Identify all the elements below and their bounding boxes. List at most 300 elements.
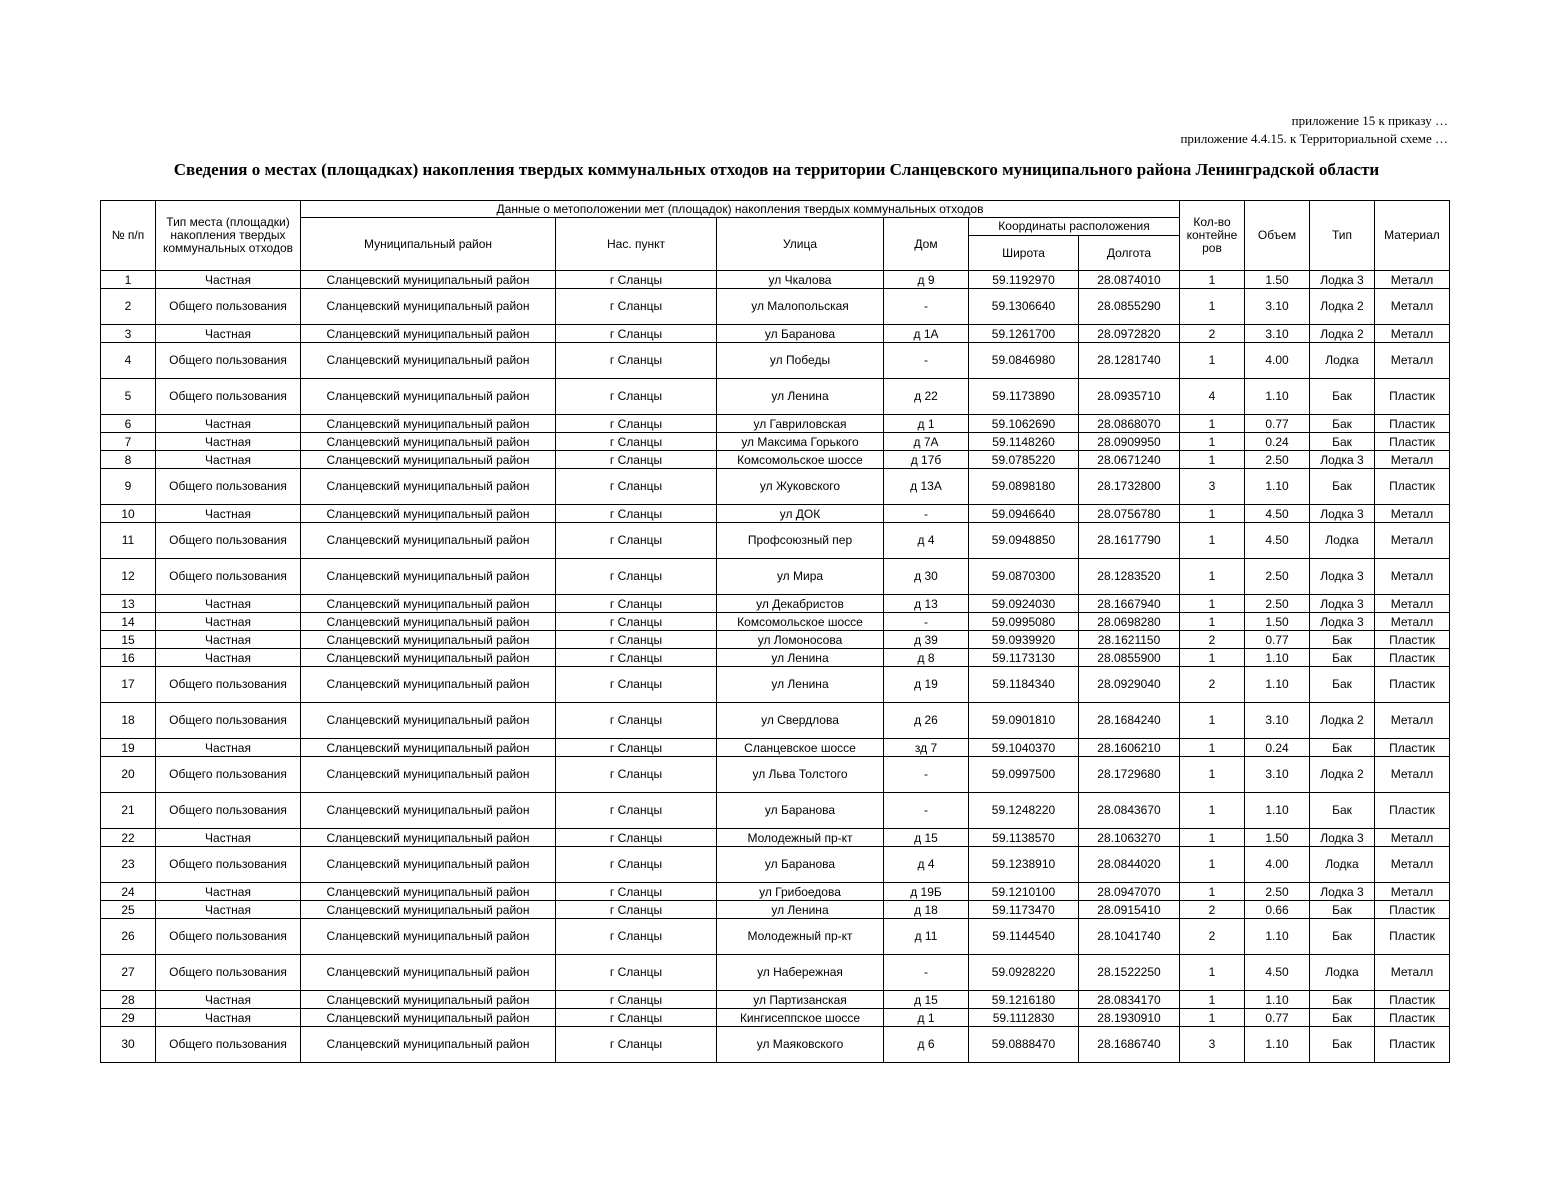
cell-street: ул Гавриловская [717, 415, 884, 433]
cell-site-type: Общего пользования [156, 523, 301, 559]
cell-volume: 1.50 [1245, 829, 1310, 847]
cell-settlement: г Сланцы [556, 901, 717, 919]
cell-district: Сланцевский муниципальный район [301, 523, 556, 559]
cell-material: Пластик [1375, 901, 1450, 919]
cell-containers: 2 [1180, 325, 1245, 343]
cell-lat: 59.0995080 [969, 613, 1079, 631]
cell-district: Сланцевский муниципальный район [301, 883, 556, 901]
cell-street: Сланцевское шоссе [717, 739, 884, 757]
cell-lon: 28.1617790 [1079, 523, 1180, 559]
header-num: № п/п [101, 201, 156, 271]
cell-num: 30 [101, 1027, 156, 1063]
cell-district: Сланцевский муниципальный район [301, 343, 556, 379]
table-row [101, 739, 1450, 757]
cell-material: Пластик [1375, 919, 1450, 955]
cell-containers: 1 [1180, 793, 1245, 829]
cell-material: Пластик [1375, 1009, 1450, 1027]
cell-volume: 0.77 [1245, 631, 1310, 649]
cell-district: Сланцевский муниципальный район [301, 955, 556, 991]
cell-street: ул Мира [717, 559, 884, 595]
cell-num: 8 [101, 451, 156, 469]
cell-type: Бак [1310, 793, 1375, 829]
cell-material: Металл [1375, 595, 1450, 613]
table-row [101, 559, 1450, 595]
cell-street: ул ДОК [717, 505, 884, 523]
cell-lat: 59.0928220 [969, 955, 1079, 991]
cell-street: Профсоюзный пер [717, 523, 884, 559]
header-volume: Объем [1245, 201, 1310, 271]
table-row [101, 595, 1450, 613]
cell-type: Лодка 3 [1310, 883, 1375, 901]
cell-settlement: г Сланцы [556, 289, 717, 325]
cell-containers: 1 [1180, 883, 1245, 901]
cell-volume: 0.24 [1245, 739, 1310, 757]
cell-num: 18 [101, 703, 156, 739]
cell-settlement: г Сланцы [556, 955, 717, 991]
cell-lon: 28.1063270 [1079, 829, 1180, 847]
cell-street: ул Ломоносова [717, 631, 884, 649]
table-row [101, 991, 1450, 1009]
cell-volume: 1.10 [1245, 469, 1310, 505]
cell-site-type: Общего пользования [156, 955, 301, 991]
cell-type: Бак [1310, 433, 1375, 451]
cell-lat: 59.1261700 [969, 325, 1079, 343]
cell-site-type: Общего пользования [156, 1027, 301, 1063]
cell-street: ул Чкалова [717, 271, 884, 289]
cell-district: Сланцевский муниципальный район [301, 631, 556, 649]
header-containers: Кол-во контейне ров [1180, 201, 1245, 271]
cell-lon: 28.0915410 [1079, 901, 1180, 919]
cell-settlement: г Сланцы [556, 343, 717, 379]
cell-num: 22 [101, 829, 156, 847]
cell-house: - [884, 955, 969, 991]
table-row [101, 703, 1450, 739]
cell-street: ул Маяковского [717, 1027, 884, 1063]
cell-lat: 59.0901810 [969, 703, 1079, 739]
cell-material: Пластик [1375, 1027, 1450, 1063]
cell-num: 27 [101, 955, 156, 991]
cell-material: Пластик [1375, 649, 1450, 667]
cell-house: д 1 [884, 415, 969, 433]
cell-lon: 28.1522250 [1079, 955, 1180, 991]
cell-site-type: Общего пользования [156, 847, 301, 883]
cell-containers: 2 [1180, 667, 1245, 703]
cell-settlement: г Сланцы [556, 559, 717, 595]
cell-volume: 1.50 [1245, 271, 1310, 289]
cell-house: д 17б [884, 451, 969, 469]
cell-containers: 3 [1180, 1027, 1245, 1063]
cell-containers: 1 [1180, 1009, 1245, 1027]
cell-lat: 59.1210100 [969, 883, 1079, 901]
cell-settlement: г Сланцы [556, 325, 717, 343]
table-row [101, 667, 1450, 703]
cell-street: ул Льва Толстого [717, 757, 884, 793]
cell-street: ул Партизанская [717, 991, 884, 1009]
cell-site-type: Частная [156, 595, 301, 613]
cell-house: д 4 [884, 523, 969, 559]
cell-volume: 1.10 [1245, 379, 1310, 415]
cell-material: Пластик [1375, 739, 1450, 757]
cell-lon: 28.1686740 [1079, 1027, 1180, 1063]
cell-material: Пластик [1375, 469, 1450, 505]
cell-site-type: Частная [156, 415, 301, 433]
cell-type: Лодка [1310, 343, 1375, 379]
table-row [101, 1009, 1450, 1027]
cell-house: д 4 [884, 847, 969, 883]
cell-material: Металл [1375, 559, 1450, 595]
cell-num: 16 [101, 649, 156, 667]
appendix-note [1180, 112, 1448, 148]
cell-district: Сланцевский муниципальный район [301, 595, 556, 613]
cell-district: Сланцевский муниципальный район [301, 667, 556, 703]
cell-volume: 2.50 [1245, 595, 1310, 613]
cell-lat: 59.1173470 [969, 901, 1079, 919]
cell-type: Лодка [1310, 523, 1375, 559]
cell-material: Металл [1375, 505, 1450, 523]
cell-street: ул Победы [717, 343, 884, 379]
cell-material: Пластик [1375, 667, 1450, 703]
cell-house: д 1 [884, 1009, 969, 1027]
cell-num: 11 [101, 523, 156, 559]
cell-volume: 0.77 [1245, 415, 1310, 433]
cell-lat: 59.1173130 [969, 649, 1079, 667]
cell-district: Сланцевский муниципальный район [301, 415, 556, 433]
cell-lon: 28.0834170 [1079, 991, 1180, 1009]
cell-type: Бак [1310, 415, 1375, 433]
cell-containers: 1 [1180, 595, 1245, 613]
cell-volume: 3.10 [1245, 289, 1310, 325]
cell-street: ул Ленина [717, 379, 884, 415]
cell-material: Металл [1375, 829, 1450, 847]
cell-district: Сланцевский муниципальный район [301, 559, 556, 595]
cell-site-type: Частная [156, 883, 301, 901]
cell-num: 4 [101, 343, 156, 379]
cell-street: Молодежный пр-кт [717, 829, 884, 847]
cell-num: 5 [101, 379, 156, 415]
cell-house: зд 7 [884, 739, 969, 757]
cell-lat: 59.0924030 [969, 595, 1079, 613]
cell-material: Металл [1375, 289, 1450, 325]
cell-material: Металл [1375, 343, 1450, 379]
cell-volume: 4.50 [1245, 523, 1310, 559]
cell-lon: 28.0947070 [1079, 883, 1180, 901]
cell-num: 12 [101, 559, 156, 595]
cell-settlement: г Сланцы [556, 613, 717, 631]
header-lon: Долгота [1079, 236, 1180, 271]
cell-settlement: г Сланцы [556, 433, 717, 451]
table-row [101, 505, 1450, 523]
table-row [101, 343, 1450, 379]
cell-lat: 59.1144540 [969, 919, 1079, 955]
cell-containers: 1 [1180, 649, 1245, 667]
cell-lon: 28.1729680 [1079, 757, 1180, 793]
cell-type: Бак [1310, 469, 1375, 505]
cell-district: Сланцевский муниципальный район [301, 793, 556, 829]
cell-district: Сланцевский муниципальный район [301, 325, 556, 343]
table-body [101, 271, 1450, 1063]
cell-lon: 28.1621150 [1079, 631, 1180, 649]
cell-type: Лодка 2 [1310, 325, 1375, 343]
cell-lat: 59.1062690 [969, 415, 1079, 433]
cell-lon: 28.1684240 [1079, 703, 1180, 739]
cell-district: Сланцевский муниципальный район [301, 271, 556, 289]
cell-material: Металл [1375, 523, 1450, 559]
cell-house: - [884, 289, 969, 325]
cell-house: - [884, 757, 969, 793]
cell-settlement: г Сланцы [556, 883, 717, 901]
cell-settlement: г Сланцы [556, 271, 717, 289]
cell-district: Сланцевский муниципальный район [301, 901, 556, 919]
cell-num: 23 [101, 847, 156, 883]
cell-num: 15 [101, 631, 156, 649]
cell-material: Металл [1375, 847, 1450, 883]
cell-settlement: г Сланцы [556, 631, 717, 649]
cell-settlement: г Сланцы [556, 505, 717, 523]
cell-site-type: Общего пользования [156, 289, 301, 325]
header-location-group: Данные о метоположении мет (площадок) накопления твердых коммунальных отходов [301, 201, 1180, 218]
cell-lat: 59.0948850 [969, 523, 1079, 559]
cell-street: ул Максима Горького [717, 433, 884, 451]
header-coords: Координаты расположения [969, 218, 1180, 236]
table-row [101, 415, 1450, 433]
cell-site-type: Частная [156, 649, 301, 667]
cell-lon: 28.0756780 [1079, 505, 1180, 523]
cell-num: 7 [101, 433, 156, 451]
cell-lon: 28.0855290 [1079, 289, 1180, 325]
cell-material: Металл [1375, 271, 1450, 289]
cell-material: Металл [1375, 955, 1450, 991]
table-row [101, 955, 1450, 991]
cell-lat: 59.1112830 [969, 1009, 1079, 1027]
cell-lon: 28.0671240 [1079, 451, 1180, 469]
cell-containers: 1 [1180, 847, 1245, 883]
cell-street: Комсомольское шоссе [717, 613, 884, 631]
cell-containers: 1 [1180, 613, 1245, 631]
cell-house: - [884, 505, 969, 523]
cell-type: Лодка 3 [1310, 451, 1375, 469]
cell-lon: 28.1930910 [1079, 1009, 1180, 1027]
cell-containers: 1 [1180, 955, 1245, 991]
cell-street: Молодежный пр-кт [717, 919, 884, 955]
header-material: Материал [1375, 201, 1450, 271]
cell-material: Пластик [1375, 433, 1450, 451]
cell-num: 6 [101, 415, 156, 433]
cell-type: Лодка 3 [1310, 271, 1375, 289]
cell-lat: 59.1138570 [969, 829, 1079, 847]
cell-material: Металл [1375, 883, 1450, 901]
cell-containers: 1 [1180, 451, 1245, 469]
cell-house: д 22 [884, 379, 969, 415]
cell-house: - [884, 793, 969, 829]
cell-type: Лодка 3 [1310, 829, 1375, 847]
cell-street: Кингисеппское шоссе [717, 1009, 884, 1027]
header-type: Тип [1310, 201, 1375, 271]
cell-site-type: Частная [156, 829, 301, 847]
cell-num: 9 [101, 469, 156, 505]
cell-district: Сланцевский муниципальный район [301, 1009, 556, 1027]
cell-house: д 13А [884, 469, 969, 505]
table-row [101, 847, 1450, 883]
cell-containers: 1 [1180, 343, 1245, 379]
cell-type: Бак [1310, 739, 1375, 757]
cell-district: Сланцевский муниципальный район [301, 505, 556, 523]
cell-street: ул Баранова [717, 325, 884, 343]
cell-type: Бак [1310, 991, 1375, 1009]
cell-settlement: г Сланцы [556, 757, 717, 793]
cell-street: ул Ленина [717, 901, 884, 919]
cell-site-type: Общего пользования [156, 919, 301, 955]
cell-lat: 59.1248220 [969, 793, 1079, 829]
table-row [101, 919, 1450, 955]
cell-settlement: г Сланцы [556, 667, 717, 703]
table-row [101, 829, 1450, 847]
cell-street: ул Набережная [717, 955, 884, 991]
cell-settlement: г Сланцы [556, 595, 717, 613]
cell-containers: 1 [1180, 271, 1245, 289]
cell-street: Комсомольское шоссе [717, 451, 884, 469]
table-row [101, 901, 1450, 919]
cell-lat: 59.1184340 [969, 667, 1079, 703]
appendix-line-2: приложение 4.4.15. к Территориальной схеме … [1180, 131, 1448, 146]
cell-house: д 6 [884, 1027, 969, 1063]
cell-num: 13 [101, 595, 156, 613]
cell-type: Бак [1310, 631, 1375, 649]
cell-lat: 59.0946640 [969, 505, 1079, 523]
cell-material: Пластик [1375, 415, 1450, 433]
cell-volume: 2.50 [1245, 451, 1310, 469]
cell-type: Бак [1310, 1009, 1375, 1027]
cell-street: ул Грибоедова [717, 883, 884, 901]
cell-volume: 4.00 [1245, 343, 1310, 379]
cell-type: Лодка 2 [1310, 757, 1375, 793]
cell-num: 2 [101, 289, 156, 325]
cell-type: Бак [1310, 667, 1375, 703]
cell-lat: 59.0898180 [969, 469, 1079, 505]
table-row [101, 325, 1450, 343]
cell-lon: 28.1283520 [1079, 559, 1180, 595]
cell-volume: 4.00 [1245, 847, 1310, 883]
cell-num: 3 [101, 325, 156, 343]
cell-num: 26 [101, 919, 156, 955]
table-row [101, 649, 1450, 667]
cell-district: Сланцевский муниципальный район [301, 451, 556, 469]
cell-lat: 59.1148260 [969, 433, 1079, 451]
cell-house: д 18 [884, 901, 969, 919]
header-district: Муниципальный район [301, 218, 556, 271]
cell-num: 25 [101, 901, 156, 919]
cell-site-type: Частная [156, 451, 301, 469]
cell-house: - [884, 343, 969, 379]
cell-volume: 3.10 [1245, 757, 1310, 793]
cell-volume: 0.77 [1245, 1009, 1310, 1027]
cell-site-type: Частная [156, 901, 301, 919]
cell-containers: 1 [1180, 505, 1245, 523]
cell-num: 1 [101, 271, 156, 289]
cell-material: Пластик [1375, 991, 1450, 1009]
cell-settlement: г Сланцы [556, 1009, 717, 1027]
cell-site-type: Частная [156, 631, 301, 649]
cell-material: Металл [1375, 757, 1450, 793]
cell-district: Сланцевский муниципальный район [301, 739, 556, 757]
cell-lon: 28.0972820 [1079, 325, 1180, 343]
cell-settlement: г Сланцы [556, 919, 717, 955]
cell-volume: 3.10 [1245, 703, 1310, 739]
cell-material: Пластик [1375, 793, 1450, 829]
cell-house: д 15 [884, 991, 969, 1009]
cell-lon: 28.0698280 [1079, 613, 1180, 631]
cell-district: Сланцевский муниципальный район [301, 469, 556, 505]
cell-lon: 28.0929040 [1079, 667, 1180, 703]
cell-settlement: г Сланцы [556, 847, 717, 883]
cell-lat: 59.1238910 [969, 847, 1079, 883]
cell-district: Сланцевский муниципальный район [301, 649, 556, 667]
cell-settlement: г Сланцы [556, 793, 717, 829]
cell-house: д 26 [884, 703, 969, 739]
table-row [101, 613, 1450, 631]
cell-settlement: г Сланцы [556, 739, 717, 757]
cell-volume: 1.10 [1245, 991, 1310, 1009]
cell-material: Металл [1375, 451, 1450, 469]
table-row [101, 451, 1450, 469]
cell-site-type: Частная [156, 271, 301, 289]
cell-volume: 2.50 [1245, 883, 1310, 901]
cell-district: Сланцевский муниципальный район [301, 703, 556, 739]
cell-containers: 3 [1180, 469, 1245, 505]
cell-site-type: Частная [156, 325, 301, 343]
cell-site-type: Общего пользования [156, 379, 301, 415]
cell-num: 28 [101, 991, 156, 1009]
cell-street: ул Ленина [717, 667, 884, 703]
cell-num: 29 [101, 1009, 156, 1027]
document-title: Сведения о местах (площадках) накопления твердых коммунальных отходов на территории Сланцевского муниципального района Ленинградской области [173, 160, 1380, 179]
cell-house: д 1А [884, 325, 969, 343]
cell-type: Лодка 2 [1310, 289, 1375, 325]
cell-site-type: Общего пользования [156, 559, 301, 595]
cell-district: Сланцевский муниципальный район [301, 613, 556, 631]
header-settlement: Нас. пункт [556, 218, 717, 271]
cell-site-type: Частная [156, 505, 301, 523]
cell-settlement: г Сланцы [556, 1027, 717, 1063]
table-row [101, 289, 1450, 325]
table-row [101, 523, 1450, 559]
cell-material: Металл [1375, 703, 1450, 739]
cell-containers: 1 [1180, 991, 1245, 1009]
cell-site-type: Частная [156, 613, 301, 631]
appendix-line-1: приложение 15 к приказу … [1291, 113, 1448, 128]
cell-site-type: Частная [156, 433, 301, 451]
cell-containers: 4 [1180, 379, 1245, 415]
cell-volume: 1.10 [1245, 649, 1310, 667]
cell-containers: 1 [1180, 523, 1245, 559]
cell-lat: 59.0846980 [969, 343, 1079, 379]
cell-volume: 4.50 [1245, 955, 1310, 991]
waste-sites-table [100, 200, 1450, 1063]
cell-type: Лодка 3 [1310, 559, 1375, 595]
cell-containers: 1 [1180, 757, 1245, 793]
cell-street: ул Баранова [717, 847, 884, 883]
cell-num: 14 [101, 613, 156, 631]
cell-house: д 19Б [884, 883, 969, 901]
cell-volume: 1.10 [1245, 1027, 1310, 1063]
cell-settlement: г Сланцы [556, 523, 717, 559]
table-row [101, 379, 1450, 415]
cell-district: Сланцевский муниципальный район [301, 991, 556, 1009]
cell-type: Лодка 2 [1310, 703, 1375, 739]
cell-house: д 19 [884, 667, 969, 703]
cell-num: 21 [101, 793, 156, 829]
cell-street: ул Свердлова [717, 703, 884, 739]
cell-lon: 28.0868070 [1079, 415, 1180, 433]
